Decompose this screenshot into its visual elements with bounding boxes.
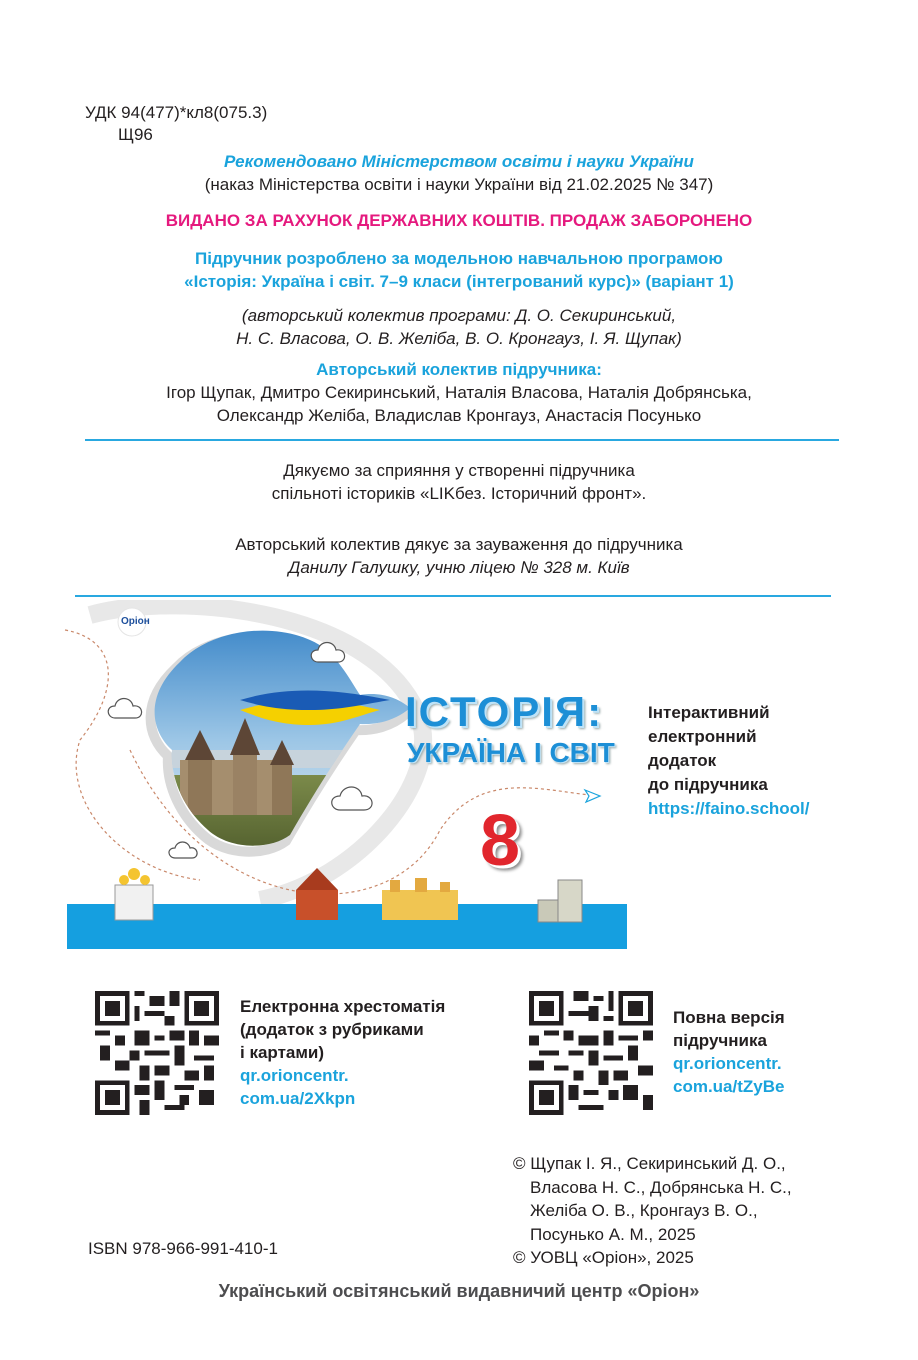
thanks-line-1: Дякуємо за сприяння у створенні підручника xyxy=(283,461,635,480)
textbook-authors-heading: Авторський колектив підручника: xyxy=(316,360,602,379)
program-line-2: «Історія: Україна і світ. 7–9 класи (інтегрований курс)» (варіант 1) xyxy=(184,272,734,291)
full-version-line-1: Повна версія xyxy=(673,1008,785,1027)
faino-link[interactable]: https://faino.school/ xyxy=(648,799,810,818)
copyright-line-4: Посунько А. М., 2025 xyxy=(530,1224,696,1244)
textbook-authors-line-1: Ігор Щупак, Дмитро Секиринський, Наталія Власова, Наталія Добрянська, xyxy=(166,383,752,402)
full-version-url-2[interactable]: com.ua/tZyBe xyxy=(673,1077,785,1096)
recommended-title: Рекомендовано Міністерством освіти і науки України xyxy=(224,152,694,171)
interactive-line-1: Інтерактивний xyxy=(648,703,770,722)
chrestomathy-line-3: і картами) xyxy=(240,1043,325,1062)
full-version-label xyxy=(673,1006,785,1098)
chrestomathy-line-1: Електронна хрестоматія xyxy=(240,997,446,1016)
thanks-line-2: спільноті істориків «LIKбез. Історичний фронт». xyxy=(271,484,647,503)
chrestomathy-label xyxy=(240,995,445,1110)
udk-block xyxy=(85,102,267,146)
full-version-url-1[interactable]: qr.orioncentr. xyxy=(673,1054,782,1073)
full-version-line-2: підручника xyxy=(673,1031,767,1050)
copyright-block xyxy=(513,1152,792,1270)
copyright-line-1: © Щупак І. Я., Секиринський Д. О., xyxy=(513,1154,786,1173)
chrestomathy-url-2[interactable]: com.ua/2Xkpn xyxy=(240,1089,356,1108)
qr-code-full-version[interactable] xyxy=(529,991,653,1115)
interactive-line-2: електронний xyxy=(648,727,757,746)
state-funded-notice: ВИДАНО ЗА РАХУНОК ДЕРЖАВНИХ КОШТІВ. ПРОДАЖ ЗАБОРОНЕНО xyxy=(165,211,753,230)
udk-code: УДК 94(477)*кл8(075.3) xyxy=(85,103,268,122)
cover-title: ІСТОРІЯ: xyxy=(405,688,604,735)
copyright-line-2: Власова Н. С., Добрянська Н. С., xyxy=(530,1177,792,1197)
program-authors-line-2: Н. С. Власова, О. В. Желіба, В. О. Кронгауз, І. Я. Щупак) xyxy=(236,329,682,348)
ministry-order: (наказ Міністерства освіти і науки України від 21.02.2025 № 347) xyxy=(204,175,714,194)
textbook-authors-line-2: Олександр Желіба, Владислав Кронгауз, Анастасія Посунько xyxy=(216,406,702,425)
copyright-line-5: © УОВЦ «Оріон», 2025 xyxy=(513,1248,694,1267)
interactive-line-3: додаток xyxy=(648,751,717,770)
chrestomathy-url-1[interactable]: qr.orioncentr. xyxy=(240,1066,349,1085)
program-authors-line-1: (авторський колектив програми: Д. О. Секиринський, xyxy=(241,306,677,325)
divider-bottom xyxy=(75,595,831,597)
cover-subtitle: УКРАЇНА І СВІТ xyxy=(407,737,615,768)
isbn: ISBN 978-966-991-410-1 xyxy=(88,1239,278,1258)
publisher-footer: Український освітянський видавничий центр «Оріон» xyxy=(218,1281,700,1301)
orion-logo: Оріон xyxy=(121,616,150,627)
copyright-line-3: Желіба О. В., Кронгауз В. О., xyxy=(530,1201,758,1220)
interactive-supplement xyxy=(648,701,810,821)
divider-top xyxy=(85,439,839,441)
program-line-1: Підручник розроблено за модельною навчальною програмою xyxy=(195,249,723,268)
interactive-line-4: до підручника xyxy=(648,775,768,794)
qr-code-chrestomathy[interactable] xyxy=(95,991,219,1115)
chrestomathy-line-2: (додаток з рубриками xyxy=(240,1020,424,1039)
grade-number: 8 xyxy=(480,801,521,881)
remarks-thanks-line-1: Авторський колектив дякує за зауваження до підручника xyxy=(235,535,683,554)
author-mark: Щ96 xyxy=(118,125,153,144)
remarks-thanks-line-2: Данилу Галушку, учню ліцею № 328 м. Київ xyxy=(288,558,630,577)
cover-illustration xyxy=(60,600,640,955)
